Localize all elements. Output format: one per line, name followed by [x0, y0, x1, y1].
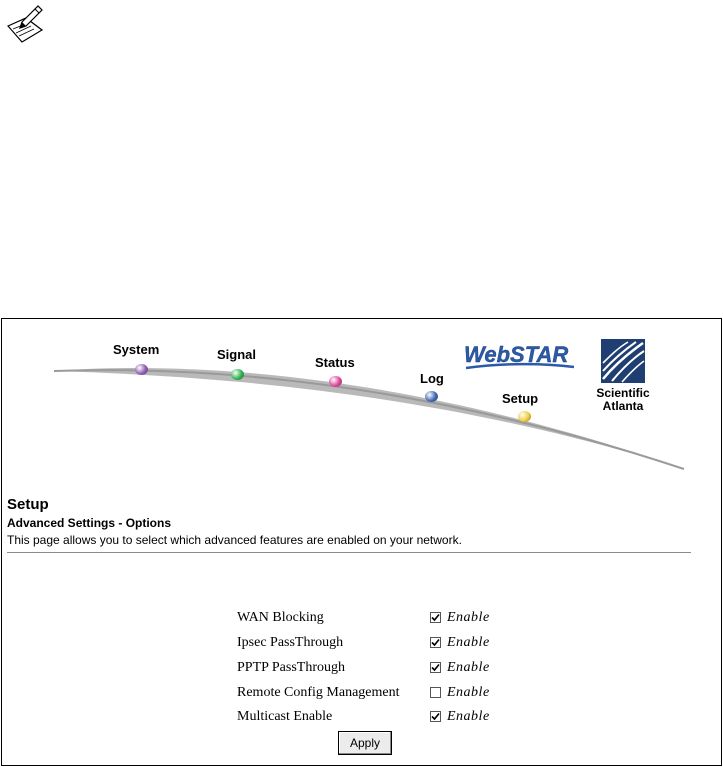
option-label: WAN Blocking [237, 610, 324, 625]
checkmark-icon [431, 663, 440, 672]
webstar-logo [462, 337, 578, 373]
option-enable-label: Enable [447, 635, 490, 650]
nav-setup-link[interactable]: Setup [502, 391, 539, 406]
page-title: Setup [7, 496, 49, 513]
ipsec-passthrough-checkbox[interactable] [430, 637, 441, 648]
pptp-passthrough-checkbox[interactable] [430, 662, 441, 673]
option-enable-label: Enable [447, 610, 490, 625]
nav-log-link[interactable]: Log [420, 371, 444, 386]
nav-log-dot[interactable] [425, 391, 438, 402]
nav-setup-dot[interactable] [518, 411, 531, 422]
nav-system-link[interactable]: System [113, 342, 160, 357]
option-label: Multicast Enable [237, 709, 333, 724]
page-subtitle: Advanced Settings - Options [7, 516, 172, 530]
nav-signal-dot[interactable] [231, 369, 244, 380]
router-config-panel [1, 318, 722, 766]
checkmark-icon [431, 638, 440, 647]
option-enable-label: Enable [447, 709, 490, 724]
nav-status-link[interactable]: Status [315, 355, 355, 370]
option-label: Remote Config Management [237, 685, 400, 700]
option-label: PPTP PassThrough [237, 660, 346, 675]
checkmark-icon [431, 712, 440, 721]
company-line1: Scientific [596, 386, 650, 400]
option-enable-label: Enable [447, 660, 490, 675]
option-row-multicast [237, 706, 517, 726]
checkmark-icon [431, 613, 440, 622]
option-row-ipsec-passthrough [237, 632, 517, 652]
company-line2: Atlanta [602, 399, 644, 413]
option-label: Ipsec PassThrough [237, 635, 344, 650]
note-pencil-icon [4, 2, 48, 46]
option-enable-label: Enable [447, 685, 490, 700]
multicast-enable-checkbox[interactable] [430, 711, 441, 722]
option-row-wan-blocking [237, 607, 517, 627]
nav-system-dot[interactable] [135, 364, 148, 375]
section-divider [7, 552, 691, 553]
scientific-atlanta-wordmark [586, 387, 660, 413]
page-description: This page allows you to select which advanced features are enabled on your network. [7, 533, 462, 547]
option-row-remote-config [237, 682, 517, 702]
option-row-pptp-passthrough [237, 657, 517, 677]
wan-blocking-checkbox[interactable] [430, 612, 441, 623]
apply-button[interactable]: Apply [338, 731, 392, 755]
remote-config-checkbox[interactable] [430, 687, 441, 698]
nav-signal-link[interactable]: Signal [217, 347, 257, 362]
webstar-logo-text: WebSTAR [464, 342, 569, 367]
nav-status-dot[interactable] [329, 376, 342, 387]
